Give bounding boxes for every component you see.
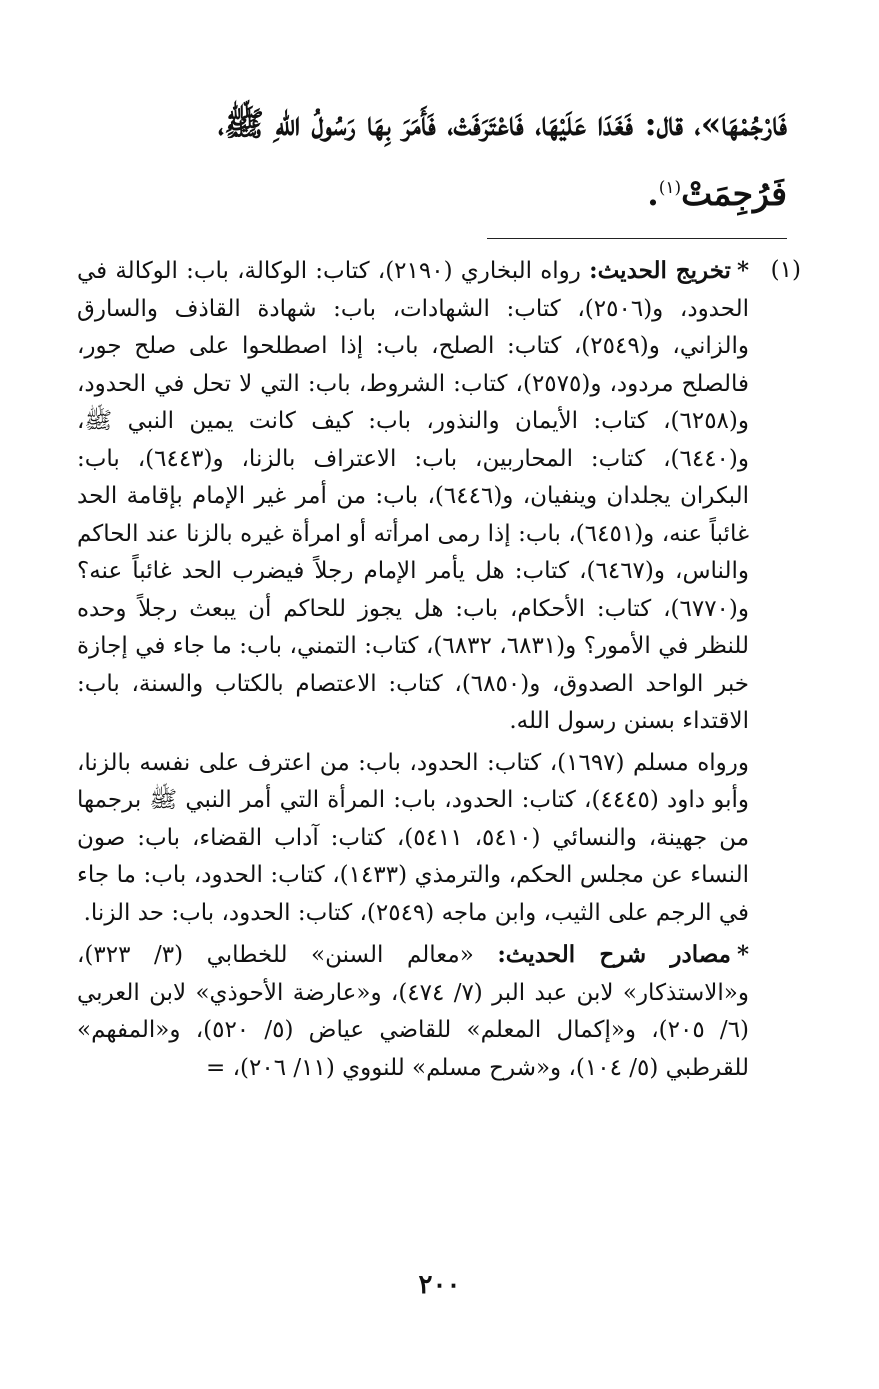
main-text-line-2-words: فَرُجِمَتْ bbox=[681, 174, 787, 213]
takhrij-star-marker: * bbox=[736, 257, 749, 284]
main-text-line-1: فَارْجُمْهَا»، قال: فَغَدَا عَلَيْهَا، فَاعْتَرَفَتْ، فَأَمَرَ بِهَا رَسُولُ اللهِ ﷺ، bbox=[217, 104, 787, 143]
masadir-body: «معالم السنن» للخطابي (٣/ ٣٢٣)، و«الاستذكار» لابن عبد البر (٧/ ٤٧٤)، و«عارضة الأحوذي» لابن العربي (٦/ ٢٠٥)، و«إكمال المعلم» للقاضي عياض (٥/ ٥٢٠)، و«المفهم» للقرطبي (٥/ ١٠٤)، و«شرح مسلم» للنووي (١١/ ٢٠٦)، = bbox=[77, 942, 750, 1081]
footnote-separator-rule bbox=[487, 238, 787, 239]
takhrij-heading: تخريج الحديث: bbox=[589, 257, 731, 284]
main-text-line-2 bbox=[87, 156, 787, 226]
masadir-paragraph bbox=[77, 936, 749, 1087]
footnote-1 bbox=[77, 252, 801, 1087]
main-hadith-text bbox=[87, 92, 787, 226]
footnote-number: (١) bbox=[770, 257, 801, 283]
masadir-heading: مصادر شرح الحديث: bbox=[497, 941, 731, 968]
footnotes-section bbox=[77, 252, 801, 1091]
masadir-star-marker: * bbox=[736, 941, 749, 968]
takhrij-paragraph bbox=[77, 252, 749, 741]
footnote-reference[interactable]: (١) bbox=[658, 178, 682, 198]
page-number: ٢٠٠ bbox=[418, 1270, 461, 1300]
muslim-paragraph: ورواه مسلم (١٦٩٧)، كتاب: الحدود، باب: من اعترف على نفسه بالزنا، وأبو داود (٤٤٤٥)، كتاب: الحدود، باب: المرأة التي أمر النبي ﷺ برجمها من جهينة، والنسائي (٥٤١٠، ٥٤١١)، كتاب: آداب القضاء، باب: صون النساء عن مجلس الحكم، والترمذي (١٤٣٣)، كتاب: الحدود، باب: ما جاء في الرجم على الثيب، وابن ماجه (٢٥٤٩)، كتاب: الحدود، باب: حد الزنا. bbox=[77, 749, 750, 926]
main-text-line-2-period: . bbox=[647, 174, 659, 213]
takhrij-body: رواه البخاري (٢١٩٠)، كتاب: الوكالة، باب: الوكالة في الحدود، و(٢٥٠٦)، كتاب: الشهادات، باب: شهادة القاذف والسارق والزاني، و(٢٥٤٩)، كتاب: الصلح، باب: إذا اصطلحوا على صلح جور، فالصلح مردود، و(٢٥٧٥)، كتاب: الشروط، باب: التي لا تحل في الحدود، و(٦٢٥٨)، كتاب: الأيمان والنذور، باب: كيف كانت يمين النبي ﷺ، و(٦٤٤٠)، كتاب: المحاربين، باب: الاعتراف بالزنا، و(٦٤٤٣)، باب: البكران يجلدان وينفيان، و(٦٤٤٦)، باب: من أمر غير الإمام بإقامة الحد غائباً عنه، و(٦٤٥١)، باب: إذا رمى امرأته أو امرأة غيره بالزنا عند الحاكم والناس، و(٦٤٦٧)، كتاب: هل يأمر الإمام رجلاً فيضرب الحد غائباً عنه؟ و(٦٧٧٠)، كتاب: الأحكام، باب: هل يجوز للحاكم أن يبعث رجلاً وحده للنظر في الأمور؟ و(٦٨٣١، ٦٨٣٢)، كتاب: التمني، باب: ما جاء في إجازة خبر الواحد الصدوق، و(٦٨٥٠)، كتاب: الاعتصام بالكتاب والسنة، باب: الاقتداء بسنن رسول الله. bbox=[77, 258, 750, 734]
